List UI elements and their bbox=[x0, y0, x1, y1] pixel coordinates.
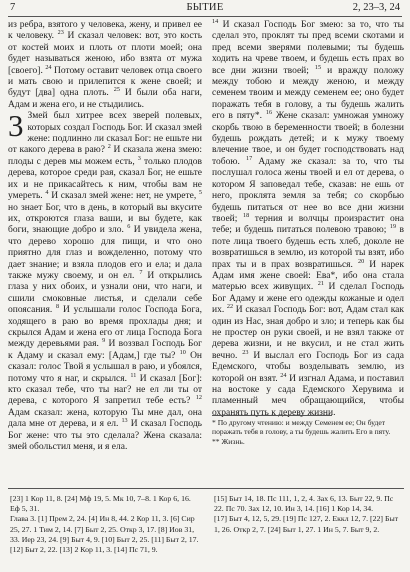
chapter-number-dropcap: 3 bbox=[8, 108, 24, 144]
verse-number: 5 bbox=[198, 188, 203, 196]
verse-text: Адаму же сказал: за то, что ты послушал голоса жены твоей и ел от дерева, о котором Я заповедал тебе, сказав: не ешь от него, проклята земля за тебя; со скорбью будешь питаться от нее во все дни жизни твоей; bbox=[212, 156, 405, 224]
verse-text: Адам сказал: жена, которую Ты мне дал, она дала мне от дерева, и я ел. bbox=[8, 407, 202, 430]
chapter-3-start bbox=[8, 108, 203, 453]
verse-number: 3 bbox=[137, 154, 141, 162]
cross-reference-divider bbox=[8, 488, 404, 489]
verse-text: И нарек Адам имя жене своей: Ева*, ибо она стала матерью всех живущих. bbox=[212, 259, 404, 293]
verse-text: И были оба наги, Адам и жена его, и не стыдились. bbox=[8, 88, 203, 110]
verse-number: 21 bbox=[317, 280, 324, 288]
verse-text: терния и волчцы произрастит она тебе; и будешь питаться полевою травою; bbox=[212, 213, 405, 236]
book-title: БЫТИЕ bbox=[186, 2, 224, 13]
verse-text: И услышали голос Господа Бога, ходящего в раю во время прохлады дня; и скрылся Адам и жена его от лица Господа Бога между деревьями рая. bbox=[8, 305, 202, 350]
verse-number: 22 bbox=[226, 303, 234, 310]
verse-text: И сделал Господь Бог Адаму и жене его одежды кожаные и одел их. bbox=[212, 282, 405, 316]
verse-text: Потому оставит человек отца своего и мать свою и прилепится к жене своей; и будут [два] одна плоть. bbox=[8, 65, 203, 99]
left-column bbox=[8, 20, 202, 453]
verse-text: И открылись глаза у них обоих, и узнали они, что наги, и сшили смоковные листья, и сделали себе опоясания. bbox=[8, 270, 203, 316]
footnote-divider bbox=[212, 415, 332, 416]
cross-references-left bbox=[10, 494, 200, 555]
verse-text: Он сказал: голос Твой я услышал в раю, и убоялся, потому что я наг, и скрылся. bbox=[8, 350, 203, 384]
footnotes bbox=[212, 418, 402, 448]
verse-number: 6 bbox=[127, 223, 131, 231]
verse-number: 9 bbox=[102, 337, 106, 345]
verse-text: И выслал его Господь Бог из сада Едемского, чтобы возделывать землю, из которой он взят. bbox=[212, 350, 405, 384]
verse-number: 15 bbox=[314, 63, 322, 71]
verse-number: 7 bbox=[139, 268, 143, 276]
verse-text: И сказала жена змею: плоды с дерев мы можем есть, bbox=[8, 145, 202, 167]
cross-reference: [15] Быт 14, 18. Пс 111, 1, 2, 4. Зах 6, 13. Быт 22, 9. Пс 22. Пс 70. Зах 12, 10. Ин 3, 14. [16] 1 Кор 14, 34. bbox=[214, 494, 394, 514]
verse-text: И изгнал Адама, и поставил на востоке у сада Едемского Херувима и пламенный меч обращающийся, чтобы охранять путь к дереву жизни. bbox=[212, 373, 405, 418]
cross-reference: [23] 1 Кор 11, 8. [24] Мф 19, 5. Мк 10, 7–8. 1 Кор 6, 16. Еф 5, 31. bbox=[10, 494, 191, 514]
verse-text: И сказал человек: вот, это кость от костей моих и плоть от плоти моей; она будет называться женою, ибо взята от мужа [своего]. bbox=[8, 31, 203, 76]
verse-number: 18 bbox=[243, 211, 250, 219]
verse-number: 23 bbox=[242, 348, 249, 356]
cross-reference: Глава 3. [1] Прем 2, 24. [4] Ин 8, 44. 2 Кор 11, 3. [6] Сир 25, 27. 1 Тим 2, 14. [7] Быт 2, 25. Откр 3, 17. [8] Иов 31, 33. Иер 23, 24. [9] Быт 4, 9. [10] Быт 2, 25. [11] Быт 2, 17. [12] Быт 2, 22. [13] 2 Кор 11, 3. [14] Пс 71, 9. bbox=[10, 514, 199, 555]
verse-number: 19 bbox=[389, 223, 397, 231]
verse-number: 2 bbox=[107, 143, 111, 151]
verse-number: 10 bbox=[179, 348, 186, 356]
verse-text: И сказал [Бог]: кто сказал тебе, что ты наг? не ел ли ты от дерева, с которого Я запретил тебе есть? bbox=[8, 373, 203, 407]
verse-number: 17 bbox=[245, 154, 253, 162]
verse-number: 23 bbox=[57, 29, 64, 37]
verse-number: 4 bbox=[45, 188, 49, 196]
page-header bbox=[8, 2, 402, 17]
verse-text: из ребра, взятого у человека, жену, и привел ее к человеку. bbox=[8, 20, 202, 42]
verse-text: И увидела жена, что дерево хорошо для пищи, и что оно приятно для глаз и вожделенно, потому что дает знание; и взяла плодов его и ела; и дала также мужу своему, и он ел. bbox=[8, 225, 203, 281]
verse-text: но знает Бог, что в день, в который вы вкусите их, откроются глаза ваши, и вы будете, как боги, знающие добро и зло. bbox=[8, 202, 202, 236]
verse-number: 11 bbox=[130, 371, 137, 379]
verse-text: И сказал Господь Бог: вот, Адам стал как один из Нас, зная добро и зло; и теперь как бы не простер он руки своей, и не взял также от дерева жизни, и не вкусил, и не стал жить вечно. bbox=[212, 305, 405, 361]
footnote: * По другому чтению: и между Семенем ее; Он будет поражать тебя в голову, а ты будешь жалить Его в пяту. bbox=[212, 418, 391, 437]
verse-text: в поте лица твоего будешь есть хлеб, доколе не возвратишься в землю, из которой ты взят, ибо прах ты и в прах возвратишься. bbox=[212, 225, 405, 270]
page-number: 7 bbox=[10, 2, 16, 13]
verse-text: Жене сказал: умножая умножу скорбь твою в беременности твоей; в болезни будешь рождать детей; и к мужу твоему влечение твое, и он будет господствовать над тобою. bbox=[212, 111, 405, 167]
cross-references-right bbox=[214, 494, 404, 535]
verse-number: 20 bbox=[357, 257, 365, 265]
verse-number: 8 bbox=[56, 303, 60, 310]
verse-number: 24 bbox=[45, 63, 52, 71]
verse-paragraph bbox=[8, 20, 202, 111]
verse-text: только плодов дерева, которое среди рая, сказал Бог, не ешьте их и не прикасайтесь к ним, чтобы вам не умереть. bbox=[8, 156, 203, 202]
verse-number: 16 bbox=[265, 109, 273, 117]
verse-number: 13 bbox=[121, 417, 128, 425]
verse-number: 24 bbox=[280, 371, 287, 379]
cross-reference: [17] Быт 4, 12, 5, 29. [19] Пс 127, 2. Еккл 12, 7. [22] Быт 1, 26. Откр 2, 7. [24] Быт 1, 27. 1 Ин 5, 7. Быт 9, 2. bbox=[214, 514, 399, 534]
verse-paragraph bbox=[212, 17, 405, 419]
verse-text: И сказал Господь Бог жене: что ты это сделала? Жена сказала: змей обольстил меня, и я ела. bbox=[8, 419, 203, 453]
verse-number: 25 bbox=[113, 86, 120, 94]
verse-text: И сказал Господь Бог змею: за то, что ты сделал это, проклят ты пред всеми скотами и пред всеми зверями полевыми; ты будешь ходить на чреве твоем, и будешь есть прах во все дни жизни твоей; bbox=[212, 20, 404, 76]
verse-number: 12 bbox=[195, 394, 203, 402]
chapter-range: 2, 23–3, 24 bbox=[352, 2, 400, 13]
verse-text: и вражду положу между тобою и между женою, и между семенем твоим и между семенем ее; оно будет поражать тебя в голову, а ты будешь жалить его в пяту*. bbox=[212, 65, 405, 122]
verse-text: И воззвал Господь Бог к Адаму и сказал ему: [Адам,] где ты? bbox=[8, 339, 203, 361]
footnote: ** Жизнь. bbox=[212, 437, 245, 447]
verse-text: Змей был хитрее всех зверей полевых, которых создал Господь Бог. И сказал змей жене: подлинно ли сказал Бог: не ешьте ни от какого дерева в раю? bbox=[8, 111, 202, 156]
verse-text: И сказал змей жене: нет, не умрете, bbox=[51, 191, 197, 202]
verse-number: 14 bbox=[212, 17, 219, 25]
right-column bbox=[212, 17, 405, 419]
